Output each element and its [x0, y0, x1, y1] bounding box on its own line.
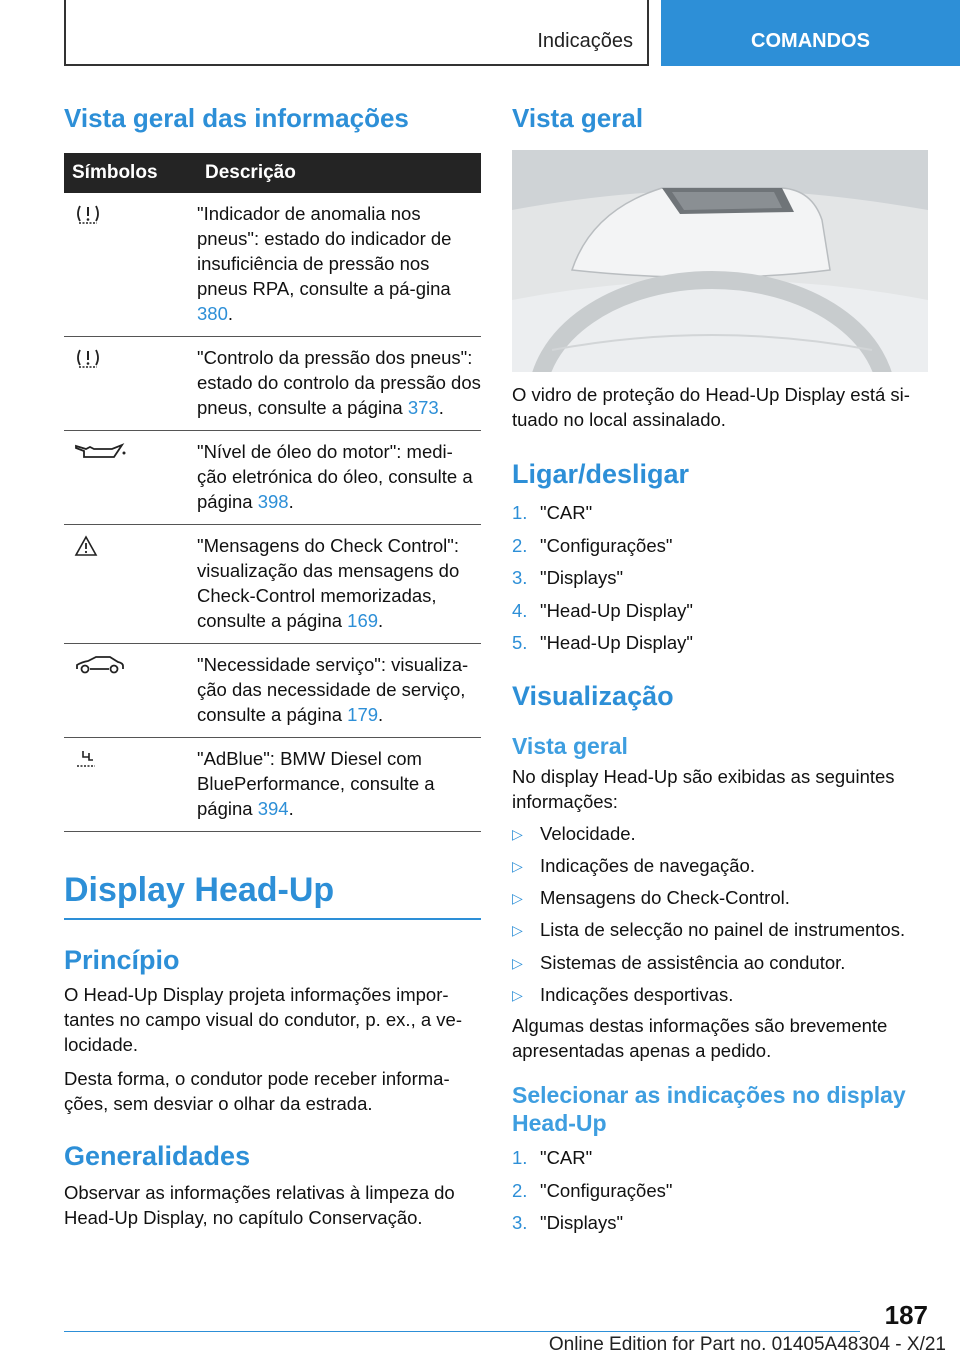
header-chapter-title: COMANDOS: [751, 30, 870, 52]
list-item: ▷ Indicações desportivas.: [512, 979, 928, 1011]
table-cell-description: "Nível de óleo do motor": medi-ção eletrónica do óleo, consulte a página 398.: [190, 431, 481, 525]
page-link[interactable]: 394: [257, 798, 289, 819]
bullet-triangle-icon: ▷: [512, 857, 523, 874]
dashboard-illustration: [512, 150, 928, 372]
select-display-heading: Selecionar as indicações no display Head-Up: [512, 1082, 906, 1137]
visualization-subheading: Vista geral: [512, 732, 628, 759]
table-row: [64, 337, 481, 431]
page-link[interactable]: 169: [347, 610, 379, 631]
table-cell-description: "Necessidade serviço": visualiza-ção das necessidade de serviço, consulte a página 179.: [190, 644, 481, 738]
bullet-triangle-icon: ▷: [512, 825, 523, 842]
list-item: 2. "Configurações": [512, 1179, 673, 1201]
general-paragraph: Observar as informações relativas à limpeza do Head-Up Display, no capítulo Conservação.: [64, 1182, 455, 1228]
visualization-note: Algumas destas informações são brevemente apresentadas apenas a pedido.: [512, 1015, 888, 1062]
list-item: ▷ Indicações de navegação.: [512, 850, 928, 882]
page-link[interactable]: 380: [197, 303, 228, 324]
visualization-heading: Visualização: [512, 680, 674, 711]
photo-caption: O vidro de proteção do Head-Up Display está si-tuado no local assinalado.: [512, 384, 910, 430]
page-link[interactable]: 398: [257, 491, 289, 512]
warning-triangle-icon: [74, 535, 98, 557]
visualization-items: [512, 818, 928, 1012]
onoff-heading: Ligar/desligar: [512, 459, 690, 489]
display-headup-heading: Display Head-Up: [64, 868, 481, 920]
list-item: ▷ Sistemas de assistência ao condutor.: [512, 947, 928, 979]
principle-paragraph-2: Desta forma, o condutor pode receber informa-ções, sem desviar o olhar da estrada.: [64, 1068, 450, 1114]
list-item: 3. "Displays": [512, 567, 624, 588]
col-symbols-header: Símbolos: [72, 162, 158, 183]
bullet-triangle-icon: ▷: [512, 890, 523, 907]
list-item: ▷ Lista de selecção no painel de instrumentos.: [512, 914, 928, 946]
car-service-icon: [74, 654, 126, 676]
left-column: [64, 100, 481, 1230]
select-steps: [512, 1142, 928, 1240]
table-row: [64, 738, 481, 832]
bullet-triangle-icon: ▷: [512, 922, 523, 939]
table-cell-description: "Controlo da pressão dos pneus": estado do controlo da pressão dos pneus, consulte a página 373.: [190, 337, 481, 431]
list-item: 3. "Displays": [512, 1212, 624, 1234]
table-row: [64, 644, 481, 738]
bullet-triangle-icon: ▷: [512, 954, 523, 971]
right-column: [512, 100, 928, 1240]
list-item: 5. "Head-Up Display": [512, 632, 693, 653]
symbols-table: [64, 153, 481, 832]
table-row: [64, 525, 481, 644]
footer-divider: [64, 1331, 860, 1332]
table-row: [64, 431, 481, 525]
tire-warning-icon: [74, 203, 102, 225]
table-header-row: [64, 153, 481, 193]
oil-can-icon: [74, 441, 126, 461]
adblue-icon: [74, 748, 98, 770]
list-item: ▷ Velocidade.: [512, 818, 928, 850]
list-item: ▷ Mensagens do Check-Control.: [512, 882, 928, 914]
col-description-header: Descrição: [205, 162, 296, 183]
page-link[interactable]: 179: [347, 704, 379, 725]
principle-paragraph-1: O Head-Up Display projeta informações impor-tantes no campo visual do condutor, p. ex., a ve-locidade.: [64, 984, 462, 1055]
onoff-steps: [512, 497, 928, 660]
list-item: 1. "CAR": [512, 502, 593, 523]
footer-edition: Online Edition for Part no. 01405A48304 - X/21: [548, 1334, 946, 1355]
table-cell-description: "Indicador de anomalia nos pneus": estado do indicador de insuficiência de pressão nos pneus RPA, consulte a pá-gina 380.: [190, 193, 481, 337]
list-item: 2. "Configurações": [512, 534, 673, 556]
header-chapter-tab[interactable]: [661, 0, 960, 66]
header-section-tab: [64, 0, 649, 66]
table-cell-description: "AdBlue": BMW Diesel com BluePerformance, consulte a página 394.: [190, 738, 481, 832]
headup-display-photo: [512, 150, 928, 372]
table-row: [64, 193, 481, 337]
bullet-triangle-icon: ▷: [512, 986, 523, 1003]
list-item: 4. "Head-Up Display": [512, 599, 693, 621]
principle-heading: Princípio: [64, 945, 180, 975]
page-link[interactable]: 373: [407, 397, 439, 418]
table-cell-description: "Mensagens do Check Control": visualização das mensagens do Check-Control memorizadas, consulte a página 169.: [190, 525, 481, 644]
overview-heading: Vista geral: [512, 103, 644, 133]
tire-pressure-icon: [74, 347, 102, 369]
page-number: 187: [884, 1300, 928, 1330]
visualization-intro: No display Head-Up são exibidas as seguintes informações:: [512, 765, 895, 812]
general-heading: Generalidades: [64, 1141, 251, 1171]
info-overview-heading: Vista geral das informações: [64, 103, 409, 133]
list-item: 1. "CAR": [512, 1147, 593, 1169]
header-section-title: Indicações: [537, 30, 633, 52]
